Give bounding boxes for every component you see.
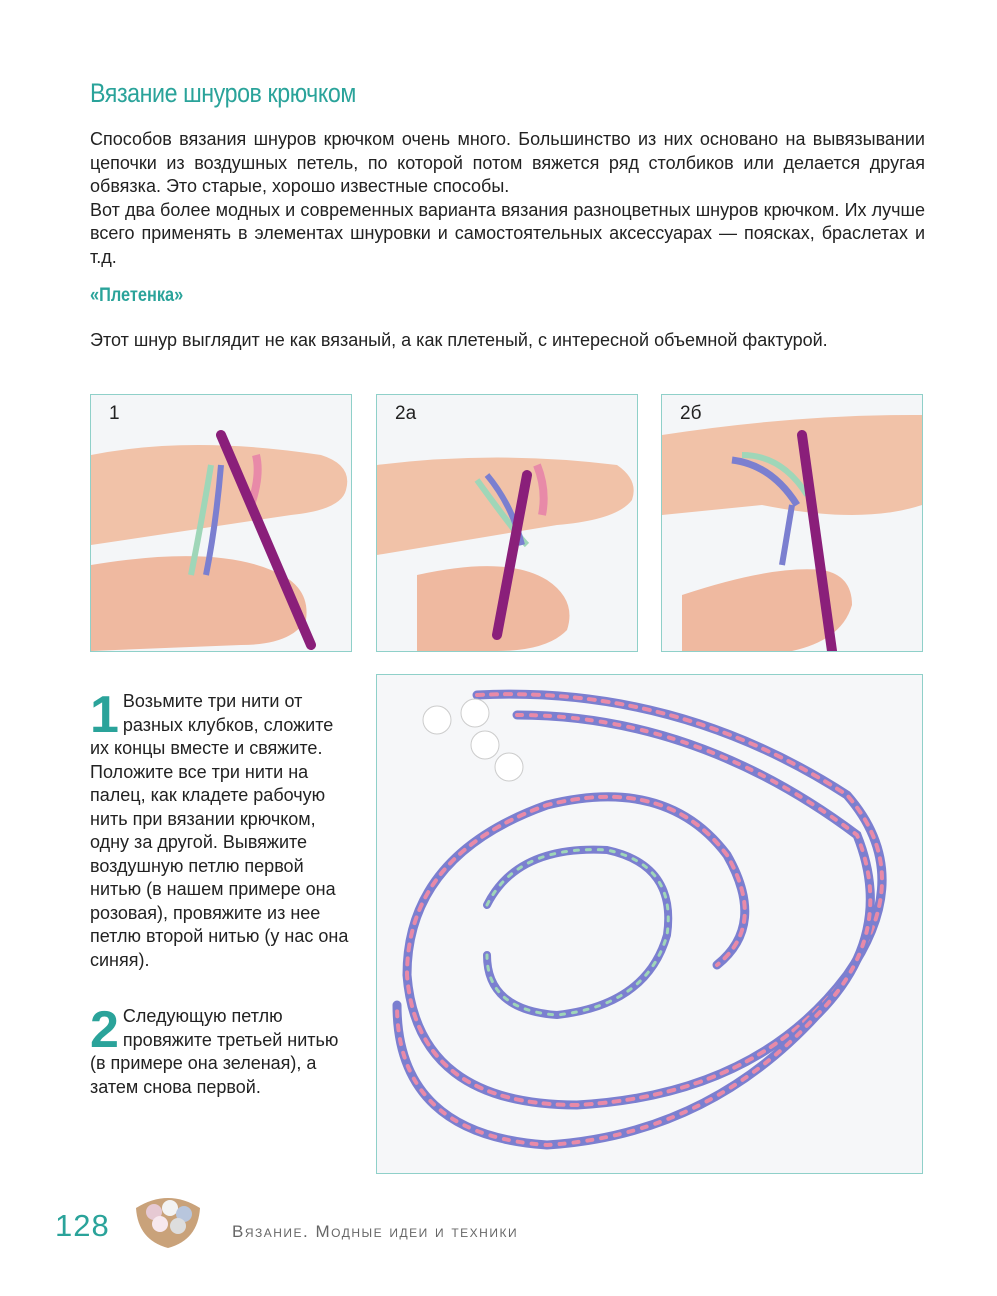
step-text-1: Возьмите три нити от разных клубков, сложите их концы вместе и свяжите. Положите все три нити на палец, как кладете рабочую нить при вязании крючком, одну за другой. Вывяжите воздушную петлю первой нитью (в нашем примере она розовая), провяжите из нее петлю второй нитью (у нас она синяя). bbox=[90, 691, 349, 970]
step-2 bbox=[90, 1001, 352, 1099]
section-lead: Этот шнур выглядит не как вязаный, а как плетеный, с интересной объемной фактурой. bbox=[90, 330, 828, 350]
photo-step-2a bbox=[376, 394, 638, 652]
cord-spiral-illustration bbox=[377, 675, 922, 1173]
photo-label-2a: 2а bbox=[395, 403, 417, 424]
yarn-basket-icon bbox=[128, 1190, 208, 1255]
photo-label-2b: 2б bbox=[680, 403, 702, 424]
intro-paragraph-1: Способов вязания шнуров крючком очень много. Большинство из них основано на вывязывании цепочки из воздушных петель, по которой потом вяжется ряд столбиков или делается другая обвязка. Это старые, хорошо известные способы. bbox=[90, 129, 925, 196]
photo-step-2b bbox=[661, 394, 923, 652]
book-title: Вязание. Модные идеи и техники bbox=[232, 1222, 519, 1241]
step-number-1: 1 bbox=[90, 686, 119, 744]
photo-finished-cord bbox=[376, 674, 923, 1174]
finger-hook-illustration bbox=[91, 395, 351, 651]
finger-hook-illustration bbox=[377, 395, 637, 651]
intro-paragraph-2: Вот два более модных и современных варианта вязания разноцветных шнуров крючком. Их лучше всего применять в элементах шнуровки и самостоятельных аксессуарах — поясках, браслетах и т.д. bbox=[90, 199, 925, 267]
finger-hook-illustration bbox=[662, 395, 922, 651]
step-1 bbox=[90, 686, 352, 972]
intro-text bbox=[90, 128, 925, 269]
photo-label-1: 1 bbox=[109, 403, 120, 424]
section-subtitle: «Плетенка» bbox=[90, 285, 184, 306]
page-number: 128 bbox=[55, 1208, 110, 1243]
step-number-2: 2 bbox=[90, 1001, 119, 1059]
page-title: Вязание шнуров крючком bbox=[90, 78, 356, 108]
photo-step-1 bbox=[90, 394, 352, 652]
step-text-2: Следующую петлю провяжите третьей нитью (в примере она зеленая), а затем снова первой. bbox=[90, 1006, 339, 1097]
